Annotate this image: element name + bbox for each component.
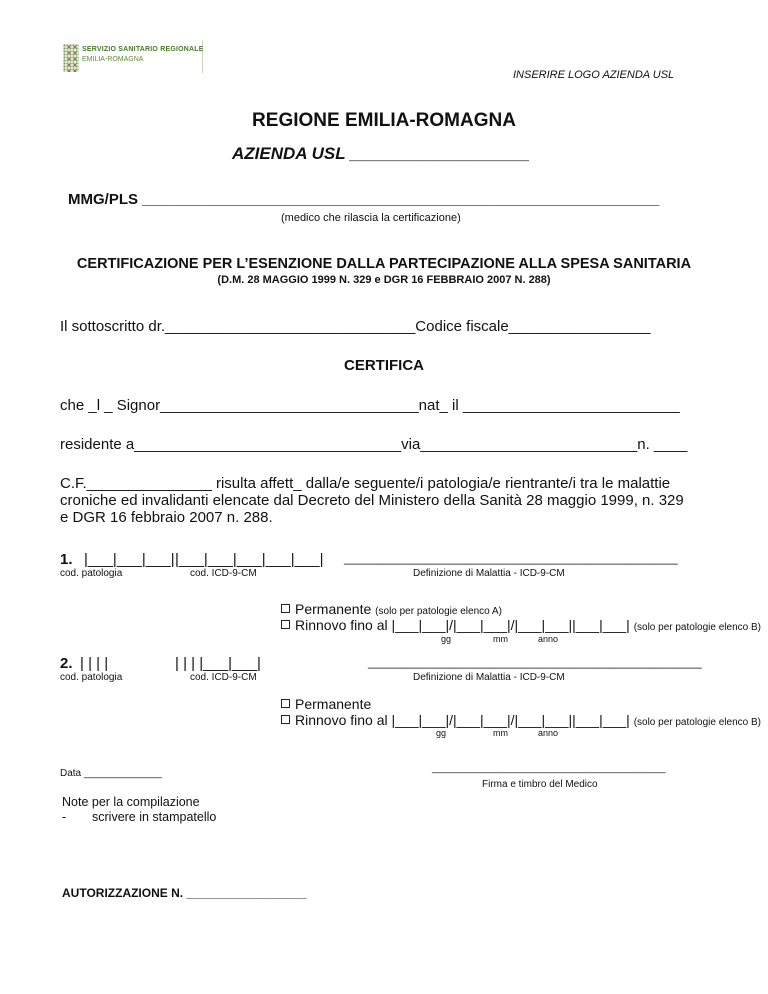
pathology-1-permanente-label: Permanente	[295, 601, 372, 617]
pathology-2-number: 2.	[60, 655, 73, 672]
azienda-usl: AZIENDA USL ___________________	[232, 144, 530, 163]
pathology-1-definition-field[interactable]: __________________________________________________	[344, 551, 678, 565]
pathology-1-definition-label: Definizione di Malattia - ICD-9-CM	[413, 568, 565, 579]
autorizzazione-field[interactable]: AUTORIZZAZIONE N. __________________	[62, 886, 307, 900]
pathology-1-mm-label: mm	[493, 634, 508, 644]
residente-line[interactable]: residente a________________________________via__________________________n. ____	[60, 436, 688, 453]
cf-text-line-2: croniche ed invalidanti elencate dal Decreto del Ministero della Sanità 28 maggio 1999, n. 329	[60, 492, 684, 509]
date-field[interactable]: Data ______________	[60, 768, 162, 779]
pathology-1-permanente-note: (solo per patologie elenco A)	[375, 606, 502, 617]
pathology-1-rinnovo-label[interactable]: Rinnovo fino al |___|___|/|___|___|/|___|___||___|___|	[295, 617, 630, 633]
pathology-2-icd-boxes[interactable]: | | | |___|___|	[175, 655, 261, 672]
certification-subtitle: (D.M. 28 MAGGIO 1999 N. 329 e DGR 16 FEBBRAIO 2007 N. 288)	[217, 274, 551, 286]
pathology-1-icd-label: cod. ICD-9-CM	[190, 568, 257, 579]
pathology-1-gg-label: gg	[441, 634, 452, 644]
pathology-2-gg-label: gg	[436, 728, 447, 738]
signor-line[interactable]: che _l _ Signor_______________________________nat_ il __________________________	[60, 397, 680, 414]
cf-text-line-3: e DGR 16 febbraio 2007 n. 288.	[60, 509, 273, 526]
pathology-1-code-boxes[interactable]: |___|___|___|	[84, 551, 175, 568]
pathology-2-rinnovo-option[interactable]	[281, 712, 761, 728]
cf-text-line-1[interactable]: C.F._______________ risulta affett_ dalla/e seguente/i patologia/e rientrante/i tra le malattie	[60, 475, 671, 492]
mmg-pls-field[interactable]: MMG/PLS ______________________________________________________________	[68, 191, 660, 208]
pathology-2-definition-label: Definizione di Malattia - ICD-9-CM	[413, 672, 565, 683]
logo-line-2: EMILIA-ROMAGNA	[82, 56, 144, 63]
signature-label: Firma e timbro del Medico	[482, 779, 598, 790]
pathology-1-rinnovo-note: (solo per patologie elenco B)	[633, 622, 761, 633]
pathology-2-anno-label: anno	[538, 728, 559, 738]
pathology-2-permanente-label: Permanente	[295, 696, 372, 712]
pathology-1-rinnovo-checkbox[interactable]	[281, 620, 290, 629]
pathology-1-permanente-option[interactable]	[281, 601, 502, 617]
pathology-2-code-boxes[interactable]: | | | |	[80, 655, 109, 672]
pathology-2-permanente-checkbox[interactable]	[281, 699, 290, 708]
certifica-heading: CERTIFICA	[344, 357, 424, 374]
notes-dash: -	[62, 810, 67, 824]
sottoscritto-line[interactable]: Il sottoscritto dr.______________________________Codice fiscale_________________	[60, 318, 651, 335]
region-title: REGIONE EMILIA-ROMAGNA	[252, 110, 516, 131]
pathology-2-rinnovo-label[interactable]: Rinnovo fino al |___|___|/|___|___|/|___|___||___|___|	[295, 712, 630, 728]
pathology-1-anno-label: anno	[538, 634, 559, 644]
logo-line-1: SERVIZIO SANITARIO REGIONALE	[82, 46, 204, 53]
pathology-1-number: 1.	[60, 551, 73, 568]
pathology-2-rinnovo-note: (solo per patologie elenco B)	[633, 717, 761, 728]
pathology-1-permanente-checkbox[interactable]	[281, 604, 290, 613]
pathology-2-code-label: cod. patologia	[60, 672, 123, 683]
pathology-1-icd-boxes[interactable]: |___|___|___|___|___|	[175, 551, 324, 568]
notes-item: scrivere in stampatello	[92, 810, 217, 824]
pathology-1-rinnovo-option[interactable]	[281, 617, 761, 633]
pathology-1-code-label: cod. patologia	[60, 568, 123, 579]
pathology-2-mm-label: mm	[493, 728, 508, 738]
certification-title: CERTIFICAZIONE PER L’ESENZIONE DALLA PARTECIPAZIONE ALLA SPESA SANITARIA	[76, 256, 692, 272]
pathology-2-rinnovo-checkbox[interactable]	[281, 715, 290, 724]
logo-red-dots-icon	[66, 44, 78, 72]
pathology-2-icd-label: cod. ICD-9-CM	[190, 672, 257, 683]
notes-title: Note per la compilazione	[62, 795, 200, 809]
signature-line[interactable]: __________________________________________	[432, 763, 666, 774]
mmg-note: (medico che rilascia la certificazione)	[281, 212, 461, 224]
pathology-2-permanente-option[interactable]	[281, 696, 371, 712]
logo-placeholder-note: INSERIRE LOGO AZIENDA USL	[513, 69, 675, 81]
pathology-2-definition-field[interactable]: __________________________________________________	[368, 655, 702, 669]
